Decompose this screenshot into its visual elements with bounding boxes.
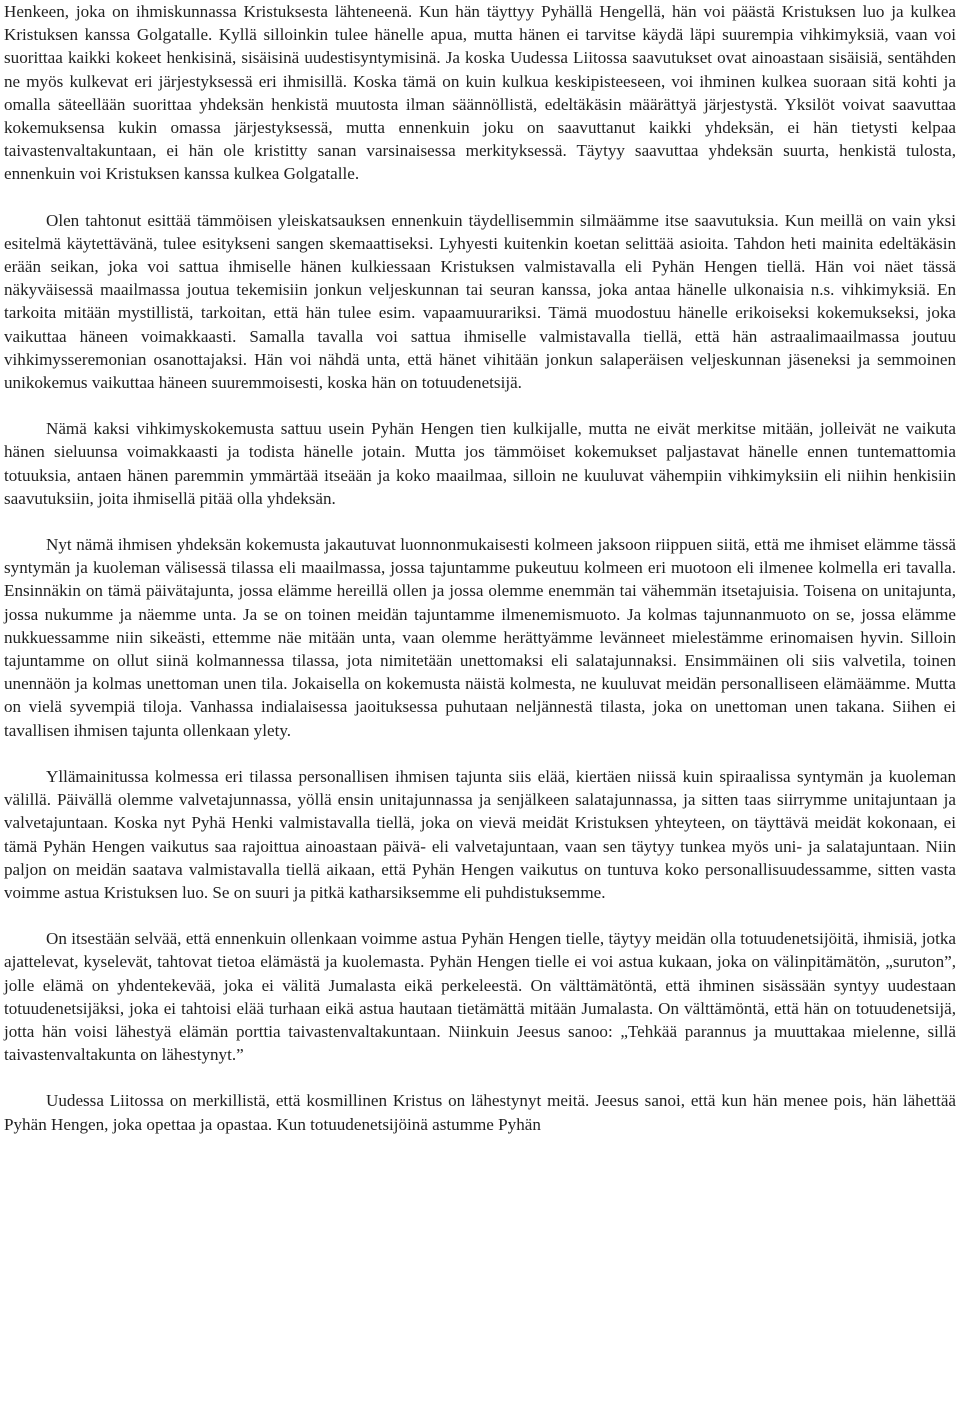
document-page — [4, 0, 956, 1136]
paragraph-7: Uudessa Liitossa on merkillistä, että kosmillinen Kristus on lähestynyt meitä. Jeesus sanoi, että kun hän menee pois, hän lähettää Pyhän Hengen, joka opettaa ja opastaa. Kun totuudenetsijöinä astumme Pyhän — [4, 1091, 956, 1134]
paragraph-3: Nämä kaksi vihkimyskokemusta sattuu usein Pyhän Hengen tien kulkijalle, mutta ne eivät merkitse mitään, jolleivät ne vaikuta hänen sieluunsa voimakkaasti ja todista hänelle jotain. Mutta jos tämmöiset kokemukset paljastavat hänelle ennen tuntemattomia totuuksia, antaen hänen paremmin ymmärtää itseään ja koko maailmaa, silloin ne kuuluvat vähempiin vihkimyksiin eli niihin henkisiin saavutuksiin, joita ihmisellä pitää olla yhdeksän. — [4, 419, 956, 508]
paragraph-4: Nyt nämä ihmisen yhdeksän kokemusta jakautuvat luonnonmukaisesti kolmeen jaksoon riippuen siitä, että me ihmiset elämme tässä syntymän ja kuoleman välisessä tilassa eli maailmassa, jossa tajuntamme pukeutuu kolmeen eri muotoon eli ilmenee kolmella eri tavalla. Ensinnäkin on tämä päivätajunta, jossa elämme hereillä ollen ja jossa olemme enemmän tai vähemmän itsetajuisia. Toisena on unitajunta, jossa nukumme ja näemme unta. Ja se on toinen meidän tajuntamme ilmenemismuoto. Ja kolmas tajunnanmuoto on se, jossa elämme nukkuessamme niin sikeästi, ettemme näe mitään unta, vaan olemme herättyämme levänneet mielestämme erinomaisen hyvin. Silloin tajuntamme on ollut siinä kolmannessa tilassa, jota nimitetään unettomaksi eli salatajunnaksi. Ensimmäinen oli siis valvetila, toinen unennäön ja kolmas unettoman unen tila. Jokaisella on kokemusta näistä kolmesta, ne kuuluvat meidän personalliseen elämäämme. Mutta on vielä syvempiä tiloja. Vanhassa indialaisessa jaoituksessa puhutaan neljännestä tilasta, joka on unettoman unen takana. Siihen ei tavallisen ihmisen tajunta ollenkaan ylety. — [4, 535, 956, 740]
paragraph-5: Yllämainitussa kolmessa eri tilassa personallisen ihmisen tajunta siis elää, kiertäen niissä kuin spiraalissa syntymän ja kuoleman välillä. Päivällä olemme valvetajunnassa, yöllä ensin unitajunnassa ja senjälkeen salatajunnassa, ja sitten taas siirrymme unitajuntaan ja valvetajuntaan. Koska nyt Pyhä Henki valmistavalla tiellä, joka on vievä meidät Kristuksen yhteyteen, on täyttävä meidät kokonaan, ei tämä Pyhän Hengen vaikutus saa rajoittua ainoastaan päivä- eli valvetajuntaan, vaan sen täytyy tunkea myös uni- ja salatajuntaan. Niin paljon on meidän saatava valmistavalla tiellä aikaan, että Pyhän Hengen vaikutus on tuntuva koko personallisuudessamme, sitten vasta voimme astua Kristuksen luo. Se on suuri ja pitkä katharsiksemme eli puhdistuksemme. — [4, 766, 956, 902]
paragraph-2: Olen tahtonut esittää tämmöisen yleiskatsauksen ennenkuin täydellisemmin silmäämme itse saavutuksia. Kun meillä on vain yksi esitelmä käytettävänä, tulee esitykseni sangen skemaattiseksi. Lyhyesti kuitenkin koetan selittää asioita. Tahdon heti mainita edeltäkäsin erään seikan, joka voi sattua ihmiselle hänen kulkiessaan Kristuksen valmistavalla eli Pyhän Hengen tiellä. Hän voi näet tässä näkyväisessä maailmassa joutua tekemisiin jonkun veljeskunnan tai seuran kanssa, joka antaa hänelle ulkonaisia n.s. vihkimyksiä. En tarkoita mitään mystillistä, tarkoitan, että hän tulee esim. vapaamuurariksi. Tämä muodostuu hänelle erikoiseksi kokemukseksi, joka vaikuttaa häneen voimakkaasti. Samalla tavalla voi sattua ihmiselle valmistavalla tiellä, että hän astraalimaailmassa joutuu vihkimysseremonian osanottajaksi. Hän voi nähdä unta, että hänet vihitään jonkun salaperäisen veljeskunnan jäseneksi ja semmoinen unikokemus vaikuttaa häneen suuremmoisesti, koska hän on totuudenetsijä. — [4, 210, 956, 393]
paragraph-6: On itsestään selvää, että ennenkuin ollenkaan voimme astua Pyhän Hengen tielle, täytyy meidän olla totuudenetsijöitä, ihmisiä, jotka ajattelevat, kyselevät, tahtovat tietoa elämästä ja kuolemasta. Pyhän Hengen tielle ei voi astua kukaan, joka on välinpitämätön, „suruton”, jolle elämä on yhdentekevää, joka ei välitä Jumalasta eikä perkeleestä. On välttämätöntä, että ihminen sisässään syntyy uudestaan totuudenetsijäksi, joka ei tahtoisi elää turhaan eikä astua hautaan tietämättä mitään Jumalasta. On välttämöntä, että hän on totuudenetsijä, jotta hän voisi lähestyä elämän porttia taivastenvaltakuntaan. Niinkuin Jeesus sanoo: „Tehkää parannus ja muuttakaa mielenne, sillä taivastenvaltakunta on lähestynyt.” — [4, 929, 956, 1065]
paragraph-1: Henkeen, joka on ihmiskunnassa Kristuksesta lähteneenä. Kun hän täyttyy Pyhällä Hengellä, hän voi päästä Kristuksen luo ja kulkea Kristuksen kanssa Golgatalle. Kyllä silloinkin tulee hänelle apua, mutta hänen ei tarvitse käydä läpi suurempia vihkimyksiä, vaan voi suorittaa kaikki kokeet henkisinä, sisäisinä uudestisyntymisinä. Ja koska Uudessa Liitossa saavutukset ovat ainoastaan sisäisiä, sentähden ne myös kulkevat eri järjestyksessä eri ihmisillä. Koska tämä on kuin kulkua keskipisteeseen, voi ihminen kulkea suoraan sitä kohti ja omalla säteellään suorittaa yhdeksän henkistä muutosta ilman säännöllistä, edeltäkäsin määrättyä järjestystä. Yksilöt voivat saavuttaa kokemuksensa kukin omassa järjestyksessä, mutta ennenkuin joku on saavuttanut kaikki yhdeksän, ei hän tietysti kelpaa taivastenvaltakuntaan, ei hän ole kristitty sanan varsinaisessa merkityksessä. Täytyy saavuttaa yhdeksän suurta, henkistä tulosta, ennenkuin voi Kristuksen kanssa kulkea Golgatalle. — [4, 2, 956, 184]
